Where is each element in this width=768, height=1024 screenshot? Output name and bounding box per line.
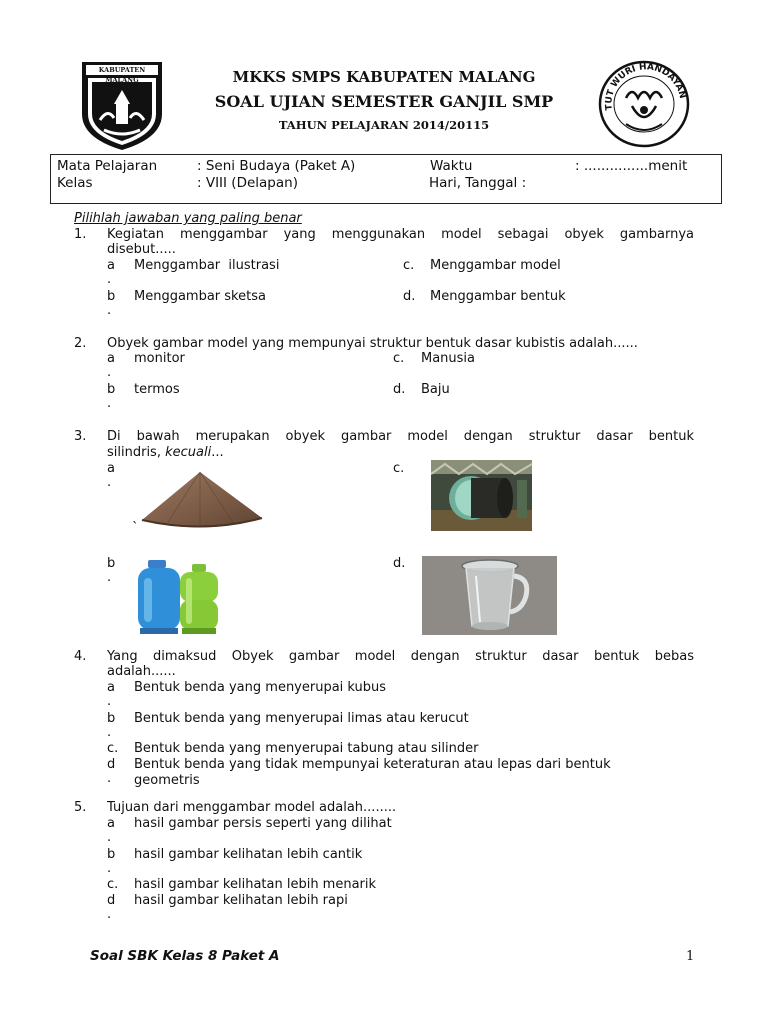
- q3-option-a-dot: .: [107, 475, 112, 490]
- q5-option-a-dot: .: [107, 830, 112, 845]
- q3-stray-mark: `: [132, 521, 139, 536]
- question-3-line2-plain: silindris,: [107, 445, 166, 460]
- q1-option-b-text: Menggambar sketsa: [134, 289, 266, 304]
- q3-option-c-image: [431, 460, 532, 531]
- q5-option-c-text: hasil gambar kelihatan lebih menarik: [134, 877, 377, 892]
- q4-option-b-text: Bentuk benda yang menyerupai limas atau kerucut: [134, 711, 469, 726]
- time-value: : ...............menit: [575, 158, 688, 174]
- question-2-number: 2.: [74, 336, 87, 351]
- q5-option-b-dot: .: [107, 861, 112, 876]
- q5-option-c-label: c.: [107, 877, 119, 892]
- q2-option-b-label: b: [107, 382, 116, 397]
- q2-option-c-text: Manusia: [421, 351, 476, 366]
- question-3-line2-tail: ...: [211, 445, 224, 460]
- q1-option-c-text: Menggambar model: [430, 258, 561, 273]
- q3-option-b-image: [136, 558, 220, 636]
- q4-option-d-dot: .: [107, 771, 112, 786]
- q3-option-d-label: d.: [393, 556, 406, 571]
- question-3-line1: Di bawah merupakan obyek gambar model dengan struktur dasar bentuk: [107, 429, 694, 444]
- header-line1: MKKS SMPS KABUPATEN MALANG: [232, 68, 536, 86]
- footer-title: Soal SBK Kelas 8 Paket A: [90, 948, 280, 964]
- right-logo: [596, 58, 692, 148]
- q4-option-d-label: d: [107, 757, 116, 772]
- q1-option-b-label: b: [107, 289, 116, 304]
- q2-option-c-label: c.: [393, 351, 405, 366]
- q1-option-a-text: Menggambar ilustrasi: [134, 258, 280, 273]
- question-1-line2: disebut.....: [107, 242, 176, 257]
- q2-option-d-text: Baju: [421, 382, 450, 397]
- q1-option-a-label: a: [107, 258, 115, 273]
- q2-option-b-dot: .: [107, 396, 112, 411]
- q4-option-c-label: c.: [107, 741, 119, 756]
- q5-option-b-label: b: [107, 847, 116, 862]
- q5-option-d-dot: .: [107, 907, 112, 922]
- question-3-number: 3.: [74, 429, 87, 444]
- header-line2: SOAL UJIAN SEMESTER GANJIL SMP: [214, 92, 554, 111]
- gas-cylinders-image: [136, 558, 220, 636]
- q2-option-b-text: termos: [134, 382, 180, 397]
- glass-pitcher-image: [422, 556, 557, 635]
- date-label: Hari, Tanggal :: [429, 175, 527, 191]
- q4-option-a-dot: .: [107, 694, 112, 709]
- q1-option-d-text: Menggambar bentuk: [430, 289, 566, 304]
- subject-value: : Seni Budaya (Paket A): [197, 158, 356, 174]
- q4-option-a-text: Bentuk benda yang menyerupai kubus: [134, 680, 387, 695]
- q1-option-a-dot: .: [107, 272, 112, 287]
- q4-option-c-text: Bentuk benda yang menyerupai tabung atau silinder: [134, 741, 479, 756]
- time-label: Waktu: [430, 158, 473, 174]
- question-3-line2-italic: kecuali: [165, 445, 212, 460]
- page-number: 1: [686, 949, 695, 964]
- q1-option-b-dot: .: [107, 303, 112, 318]
- q3-option-a-label: a: [107, 461, 115, 476]
- tut-wuri-handayani-emblem-icon: [596, 58, 692, 148]
- q3-option-d-image: [422, 556, 557, 635]
- q5-option-d-label: d: [107, 893, 116, 908]
- q3-option-a-image: [138, 470, 264, 532]
- q1-option-c-label: c.: [403, 258, 415, 273]
- q4-option-b-dot: .: [107, 725, 112, 740]
- q2-option-a-label: a: [107, 351, 115, 366]
- question-4-line2: adalah......: [107, 664, 176, 679]
- conical-hat-image: [138, 470, 264, 532]
- q1-option-d-label: d.: [403, 289, 416, 304]
- q3-option-b-label: b: [107, 556, 116, 571]
- question-1-number: 1.: [74, 227, 87, 242]
- drum-image: [431, 460, 532, 531]
- q5-option-d-text: hasil gambar kelihatan lebih rapi: [134, 893, 348, 908]
- q3-option-b-dot: .: [107, 570, 112, 585]
- q2-option-d-label: d.: [393, 382, 406, 397]
- q4-option-a-label: a: [107, 680, 115, 695]
- q4-option-d-text: Bentuk benda yang tidak mempunyai keteraturan atau lepas dari bentuk: [134, 757, 611, 772]
- class-label: Kelas: [57, 175, 93, 191]
- class-value: : VIII (Delapan): [197, 175, 298, 191]
- q5-option-a-text: hasil gambar persis seperti yang dilihat: [134, 816, 392, 831]
- q2-option-a-dot: .: [107, 365, 112, 380]
- question-2-line1: Obyek gambar model yang mempunyai struktur bentuk dasar kubistis adalah......: [107, 336, 638, 351]
- left-logo-text: KABUPATEN MALANG: [98, 66, 146, 84]
- right-logo-text: TUT WURI HANDAYAN: [604, 62, 688, 111]
- q5-option-a-label: a: [107, 816, 115, 831]
- question-4-line1: Yang dimaksud Obyek gambar model dengan struktur dasar bentuk bebas: [107, 649, 694, 664]
- question-4-number: 4.: [74, 649, 87, 664]
- q2-option-a-text: monitor: [134, 351, 185, 366]
- q4-option-b-label: b: [107, 711, 116, 726]
- question-1-line1: Kegiatan menggambar yang menggunakan model sebagai obyek gambarnya: [107, 227, 694, 242]
- q4-option-d-text2: geometris: [134, 773, 200, 788]
- q5-option-b-text: hasil gambar kelihatan lebih cantik: [134, 847, 363, 862]
- question-3-line2: [107, 445, 224, 460]
- subject-label: Mata Pelajaran: [57, 158, 158, 174]
- header-line3: TAHUN PELAJARAN 2014/20115: [278, 118, 490, 132]
- question-5-line1: Tujuan dari menggambar model adalah........: [107, 800, 397, 815]
- q3-option-c-label: c.: [393, 461, 405, 476]
- question-5-number: 5.: [74, 800, 87, 815]
- instruction: Pilihlah jawaban yang paling benar: [74, 211, 302, 226]
